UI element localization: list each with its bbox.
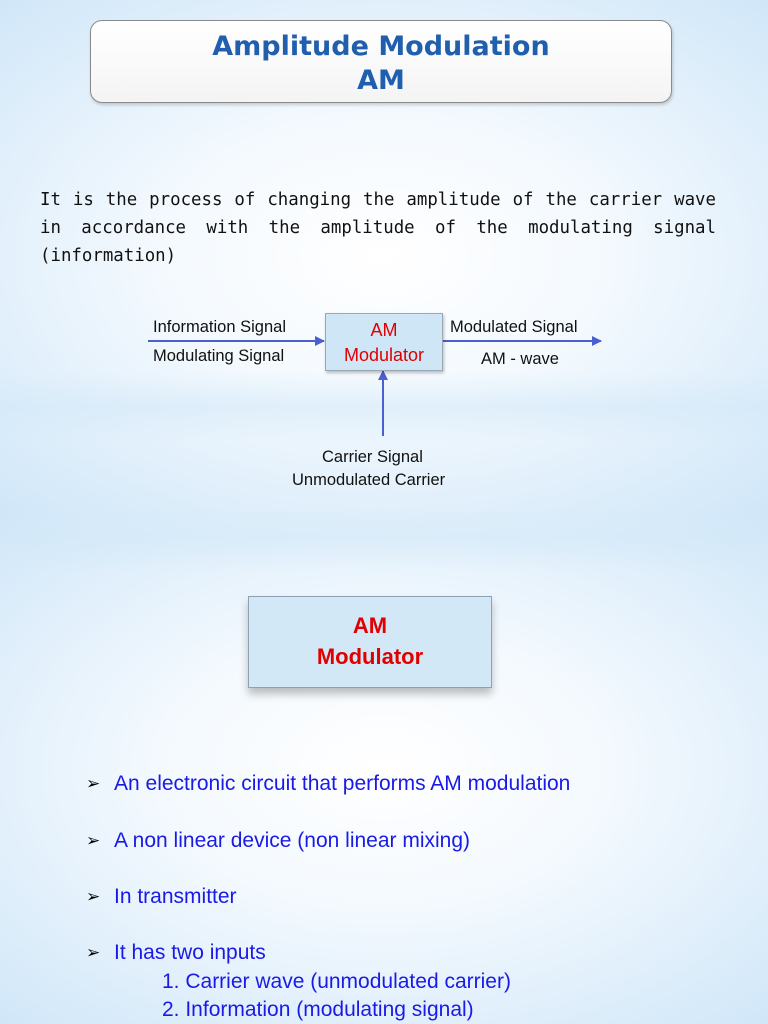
input-label-information: Information Signal <box>153 318 286 336</box>
title-line-2: AM <box>357 65 405 96</box>
box-line-1: AM <box>352 613 388 638</box>
am-modulator-block <box>325 313 443 371</box>
sub-item-carrier: 1. Carrier wave (unmodulated carrier) <box>162 970 511 993</box>
input-label-modulating: Modulating Signal <box>153 347 285 365</box>
block-line-1: AM <box>370 320 398 340</box>
bullet-item <box>86 885 237 909</box>
box-line-2: Modulator <box>316 644 424 669</box>
bullet-text: A non linear device (non linear mixing) <box>114 829 471 852</box>
slide-2 <box>0 512 768 1024</box>
bullet-text: It has two inputs <box>114 941 266 964</box>
arrow-bullet-icon: ➢ <box>86 887 101 906</box>
bullet-item <box>86 829 470 853</box>
arrow-bullet-icon: ➢ <box>86 831 101 850</box>
title-line-1: Amplitude Modulation <box>212 31 550 62</box>
bullet-text: An electronic circuit that performs AM modulation <box>114 772 571 795</box>
block-line-2: Modulator <box>343 345 425 365</box>
arrow-bullet-icon: ➢ <box>86 943 101 962</box>
arrow-bullet-icon: ➢ <box>86 774 101 793</box>
background-streak <box>0 512 768 572</box>
definition-text: It is the process of changing the amplitude of the carrier wave in accordance with the amplitude of the modulating signal (information) <box>40 190 716 266</box>
output-label-am-wave: AM - wave <box>481 350 559 368</box>
unmodulated-carrier-label: Unmodulated Carrier <box>292 471 446 489</box>
bullet-item <box>86 772 570 796</box>
bullet-text: In transmitter <box>114 885 237 908</box>
carrier-label: Carrier Signal <box>322 448 423 466</box>
bullet-item <box>86 941 266 965</box>
am-modulator-box <box>248 596 492 688</box>
output-label-modulated: Modulated Signal <box>450 318 578 336</box>
sub-item-information: 2. Information (modulating signal) <box>162 998 474 1021</box>
